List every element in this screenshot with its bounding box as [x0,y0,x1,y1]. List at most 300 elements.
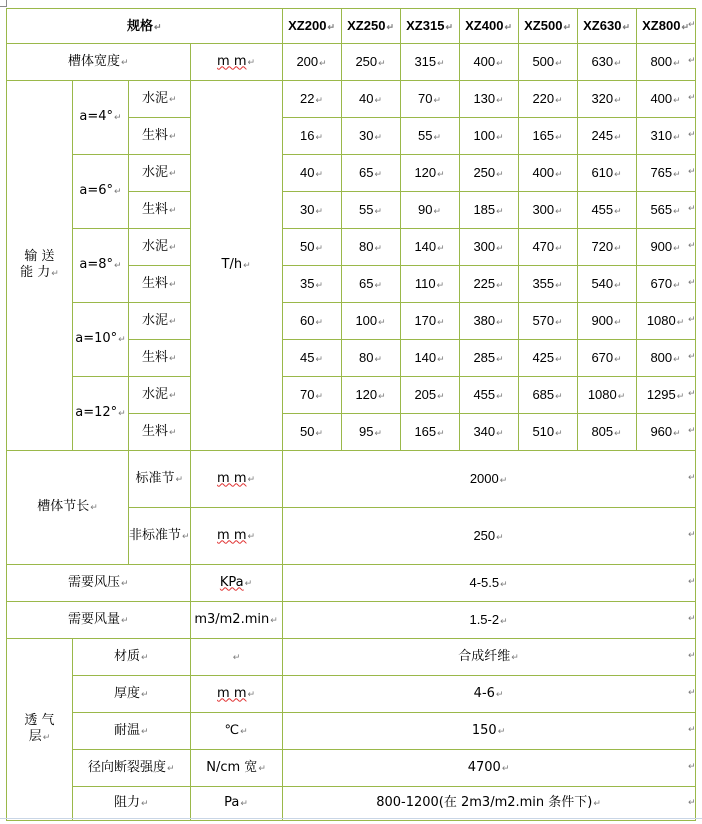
angle-label-text: a=8° [79,257,114,272]
paragraph-mark-icon: ↵ [121,57,129,68]
header-row [7,9,696,44]
wind-volume-value-text: 1.5-2 [469,611,500,627]
capacity-value-text: 16 [300,127,315,143]
paragraph-mark-icon: ↵ [555,94,563,105]
capacity-value [459,414,518,451]
row-end-mark-icon: ↵ [688,389,696,399]
model-header-text: XZ630 [583,17,622,33]
air-layer-label-text: 透 气 [24,713,55,728]
capacity-value [282,377,341,414]
paragraph-mark-icon: ↵ [495,689,504,700]
paragraph-mark-icon: ↵ [555,57,563,68]
capacity-value [282,266,341,303]
paragraph-mark-icon: ↵ [182,531,190,542]
capacity-value [518,377,577,414]
capacity-unit [190,81,282,451]
capacity-value-text: 80 [359,349,374,365]
paragraph-mark-icon: ↵ [673,279,681,290]
paragraph-mark-icon: ↵ [169,279,177,290]
capacity-value-text: 565 [650,201,673,217]
paragraph-mark-icon: ↵ [433,94,442,105]
capacity-value [341,155,400,192]
material-cement-text: 水泥 [142,164,169,180]
capacity-value [577,266,636,303]
material-raw-text: 生料 [142,275,169,291]
capacity-value [636,81,695,118]
trough-width-value-text: 630 [591,53,614,69]
air-layer-label [7,639,73,821]
capacity-value-text: 720 [591,238,614,254]
model-header-text: XZ500 [524,17,563,33]
paragraph-mark-icon: ↵ [497,726,506,737]
air-layer-value-text: 150 [471,722,497,738]
material-raw [129,340,191,377]
paragraph-mark-icon: ↵ [614,316,622,327]
capacity-value [518,155,577,192]
capacity-value [282,155,341,192]
material-raw-text: 生料 [142,349,169,365]
standard-section-value-text: 2000 [469,470,499,486]
capacity-row-cement [7,81,696,118]
capacity-value [577,414,636,451]
capacity-row-cement [7,229,696,266]
paragraph-mark-icon: ↵ [386,21,394,32]
air-layer-value-text: 4700 [467,759,501,775]
capacity-value [282,303,341,340]
capacity-value-text: 670 [591,349,614,365]
paragraph-mark-icon: ↵ [315,242,324,253]
paragraph-mark-icon: ↵ [114,113,122,123]
paragraph-mark-icon: ↵ [247,531,256,542]
capacity-value [400,229,459,266]
air-layer-property-text: 阻力 [114,795,141,810]
air-layer-unit-text: N/cm 宽 [206,759,258,775]
air-layer-label-text-2: 层 [28,729,42,744]
air-layer-property [73,639,191,676]
capacity-value [400,303,459,340]
capacity-value [341,414,400,451]
paragraph-mark-icon: ↵ [114,261,122,271]
paragraph-mark-icon: ↵ [121,578,129,589]
paragraph-mark-icon: ↵ [315,353,324,364]
paragraph-mark-icon: ↵ [378,57,386,68]
capacity-value [636,118,695,155]
material-cement-text: 水泥 [142,238,169,254]
capacity-value-text: 50 [300,238,315,254]
paragraph-mark-icon: ↵ [169,427,177,438]
air-layer-property [73,787,191,821]
capacity-value [282,118,341,155]
paragraph-mark-icon: ↵ [501,763,510,774]
wind-pressure-value [282,565,695,602]
capacity-value-text: 455 [473,386,496,402]
paragraph-mark-icon: ↵ [555,353,563,364]
standard-section-label [129,451,191,508]
paragraph-mark-icon: ↵ [169,94,177,105]
paragraph-mark-icon: ↵ [378,316,386,327]
row-end-mark-icon: ↵ [688,797,696,808]
row-end-mark-icon: ↵ [688,167,696,177]
paragraph-mark-icon: ↵ [114,187,122,197]
capacity-value-text: 220 [532,90,555,106]
wind-pressure-unit-text: KPa [219,574,244,590]
angle-label [73,81,129,155]
paragraph-mark-icon: ↵ [118,409,126,419]
material-raw [129,414,191,451]
paragraph-mark-icon: ↵ [315,94,324,105]
capacity-value-text: 65 [359,275,374,291]
angle-label-text: a=6° [79,183,114,198]
capacity-value-text: 40 [359,90,374,106]
page-bottom-rule [0,818,702,819]
nonstandard-section-value [282,508,695,565]
capacity-value-text: 90 [418,201,433,217]
air-layer-unit [190,713,282,750]
capacity-value-text: 670 [650,275,673,291]
material-raw-text: 生料 [142,201,169,217]
paragraph-mark-icon: ↵ [496,131,504,142]
paragraph-mark-icon: ↵ [622,21,630,32]
capacity-value-text: 70 [418,90,433,106]
angle-label-text: a=12° [75,405,118,420]
capacity-value [636,192,695,229]
paragraph-mark-icon: ↵ [374,427,383,438]
air-layer-row [7,713,696,750]
paragraph-mark-icon: ↵ [614,353,622,364]
paragraph-mark-icon: ↵ [141,652,149,663]
trough-length-label-text: 槽体节长 [37,499,90,514]
capacity-value [577,81,636,118]
model-header [636,9,695,44]
capacity-value-text: 45 [300,349,315,365]
paragraph-mark-icon: ↵ [614,205,622,216]
air-layer-property-text: 材质 [114,648,141,664]
capacity-value [341,266,400,303]
capacity-value-text: 285 [473,349,496,365]
angle-label [73,303,129,377]
row-end-mark-icon: ↵ [688,93,696,103]
page-corner-mark [0,0,7,7]
capacity-value [577,340,636,377]
capacity-value-text: 100 [355,312,378,328]
paragraph-mark-icon: ↵ [378,390,386,401]
material-raw-text: 生料 [142,127,169,143]
paragraph-mark-icon: ↵ [244,578,253,589]
wind-pressure-label [7,565,191,602]
paragraph-mark-icon: ↵ [555,390,563,401]
paragraph-mark-icon: ↵ [563,21,571,32]
capacity-value-text: 130 [473,90,496,106]
material-raw [129,118,191,155]
model-header [518,9,577,44]
model-header-text: XZ400 [465,17,504,33]
capacity-value-text: 900 [591,312,614,328]
paragraph-mark-icon: ↵ [374,353,383,364]
row-end-mark-icon: ↵ [688,530,696,540]
nonstandard-section-value-text: 250 [473,527,496,543]
capacity-value-text: 570 [532,312,555,328]
capacity-value-text: 120 [355,386,378,402]
capacity-value-text: 455 [591,201,614,217]
capacity-value [518,414,577,451]
paragraph-mark-icon: ↵ [154,21,162,32]
capacity-label-text: 输 送 [24,249,55,264]
paragraph-mark-icon: ↵ [315,279,324,290]
model-header [282,9,341,44]
model-header-text: XZ200 [288,17,327,33]
paragraph-mark-icon: ↵ [433,205,442,216]
air-layer-value [282,787,695,821]
capacity-value-text: 340 [473,423,496,439]
capacity-value [577,229,636,266]
air-layer-property [73,750,191,787]
capacity-value-text: 165 [532,127,555,143]
capacity-value-text: 320 [591,90,614,106]
paragraph-mark-icon: ↵ [496,242,504,253]
trough-length-label [7,451,129,565]
paragraph-mark-icon: ↵ [141,726,149,737]
capacity-value-text: 80 [359,238,374,254]
wind-volume-value [282,602,695,639]
capacity-value-text: 140 [414,349,437,365]
paragraph-mark-icon: ↵ [496,205,504,216]
paragraph-mark-icon: ↵ [374,205,383,216]
capacity-value-text: 300 [532,201,555,217]
trough-width-value [636,44,695,81]
capacity-value [518,81,577,118]
paragraph-mark-icon: ↵ [141,799,149,809]
trough-width-value [459,44,518,81]
capacity-value-text: 95 [359,423,374,439]
capacity-value-text: 225 [473,275,496,291]
paragraph-mark-icon: ↵ [315,427,324,438]
trough-width-value [518,44,577,81]
material-cement [129,303,191,340]
capacity-value [341,81,400,118]
capacity-value-text: 1080 [587,386,617,402]
paragraph-mark-icon: ↵ [676,390,685,401]
wind-pressure-value-text: 4-5.5 [469,574,500,590]
paragraph-mark-icon: ↵ [51,269,59,279]
capacity-value [459,266,518,303]
paragraph-mark-icon: ↵ [141,689,149,700]
capacity-value [341,229,400,266]
material-cement [129,229,191,266]
row-end-mark-icon: ↵ [688,204,696,214]
paragraph-mark-icon: ↵ [496,279,504,290]
capacity-value-text: 60 [300,312,315,328]
paragraph-mark-icon: ↵ [555,279,563,290]
trough-width-row [7,44,696,81]
paragraph-mark-icon: ↵ [232,652,241,663]
capacity-value-text: 960 [650,423,673,439]
capacity-value [459,377,518,414]
row-end-mark-icon: ↵ [688,278,696,288]
paragraph-mark-icon: ↵ [319,57,327,68]
material-raw-text: 生料 [142,423,169,439]
capacity-value [400,155,459,192]
material-cement-text: 水泥 [142,386,169,402]
capacity-value-text: 165 [414,423,437,439]
capacity-value [459,192,518,229]
capacity-value-text: 110 [414,275,436,291]
row-end-mark-icon: ↵ [688,426,696,436]
capacity-value [518,192,577,229]
paragraph-mark-icon: ↵ [555,205,563,216]
trough-width-value [282,44,341,81]
paragraph-mark-icon: ↵ [496,531,504,542]
paragraph-mark-icon: ↵ [614,427,622,438]
capacity-value-text: 30 [359,127,374,143]
capacity-value [518,118,577,155]
material-cement-text: 水泥 [142,90,169,106]
capacity-value-text: 310 [650,127,673,143]
air-layer-value [282,750,695,787]
capacity-value [282,229,341,266]
standard-section-unit-text: m m [217,470,247,486]
paragraph-mark-icon: ↵ [673,427,681,438]
capacity-value [518,229,577,266]
model-header [400,9,459,44]
air-layer-unit [190,676,282,713]
paragraph-mark-icon: ↵ [169,242,177,253]
capacity-value [636,303,695,340]
model-header [577,9,636,44]
capacity-label [7,81,73,451]
capacity-value [341,118,400,155]
capacity-value-text: 400 [532,164,555,180]
capacity-value [400,340,459,377]
row-end-mark-icon: ↵ [688,688,696,698]
capacity-value-text: 65 [359,164,374,180]
trough-width-value [341,44,400,81]
paragraph-mark-icon: ↵ [167,763,175,774]
air-layer-unit [190,639,282,676]
trough-width-label-text: 槽体宽度 [68,53,121,69]
trough-width-value-text: 250 [355,53,378,69]
capacity-value [282,340,341,377]
trough-width-value-text: 200 [296,53,319,69]
capacity-value [341,303,400,340]
trough-width-unit-text: m m [217,53,247,69]
paragraph-mark-icon: ↵ [169,131,177,142]
capacity-value-text: 35 [300,275,315,291]
air-layer-property [73,676,191,713]
paragraph-mark-icon: ↵ [243,261,251,271]
capacity-value-text: 610 [591,164,614,180]
capacity-value [577,155,636,192]
paragraph-mark-icon: ↵ [247,689,256,700]
wind-volume-unit [190,602,282,639]
paragraph-mark-icon: ↵ [617,390,626,401]
paragraph-mark-icon: ↵ [555,242,563,253]
capacity-value-text: 425 [532,349,555,365]
model-header-text: XZ800 [642,17,681,33]
paragraph-mark-icon: ↵ [437,390,445,401]
paragraph-mark-icon: ↵ [437,353,445,364]
paragraph-mark-icon: ↵ [374,168,383,179]
paragraph-mark-icon: ↵ [673,57,681,68]
capacity-value-text: 765 [650,164,673,180]
paragraph-mark-icon: ↵ [673,94,681,105]
row-end-mark-icon: ↵ [688,130,696,140]
standard-section-label-text: 标准节 [135,470,175,486]
paragraph-mark-icon: ↵ [496,57,504,68]
capacity-value [459,340,518,377]
paragraph-mark-icon: ↵ [496,390,504,401]
air-layer-unit-text: ℃ [224,722,240,738]
paragraph-mark-icon: ↵ [90,503,98,513]
material-raw [129,192,191,229]
paragraph-mark-icon: ↵ [437,168,445,179]
paragraph-mark-icon: ↵ [555,316,563,327]
paragraph-mark-icon: ↵ [315,205,324,216]
capacity-value-text: 120 [414,164,437,180]
air-layer-row [7,676,696,713]
trough-width-value-text: 400 [473,53,496,69]
wind-volume-label-text: 需要风量 [68,611,121,627]
air-layer-value [282,713,695,750]
capacity-value [341,377,400,414]
capacity-value [400,81,459,118]
nonstandard-section-unit [190,508,282,565]
capacity-value-text: 205 [414,386,437,402]
paragraph-mark-icon: ↵ [374,131,383,142]
paragraph-mark-icon: ↵ [169,316,177,327]
paragraph-mark-icon: ↵ [496,427,504,438]
paragraph-mark-icon: ↵ [500,578,508,589]
capacity-value-text: 800 [650,349,673,365]
angle-label [73,155,129,229]
capacity-value-text: 40 [300,164,315,180]
spec-table [6,8,696,821]
paragraph-mark-icon: ↵ [673,205,681,216]
paragraph-mark-icon: ↵ [169,168,177,179]
paragraph-mark-icon: ↵ [315,390,324,401]
angle-label-text: a=10° [75,331,118,346]
capacity-value-text: 185 [473,201,496,217]
row-end-mark-icon: ↵ [688,762,696,772]
capacity-row-cement [7,155,696,192]
capacity-value [636,377,695,414]
capacity-value [577,303,636,340]
paragraph-mark-icon: ↵ [374,94,383,105]
paragraph-mark-icon: ↵ [555,427,563,438]
paragraph-mark-icon: ↵ [437,242,445,253]
paragraph-mark-icon: ↵ [315,131,324,142]
capacity-value [282,192,341,229]
standard-section-value [282,451,695,508]
material-cement [129,377,191,414]
capacity-value-text: 250 [473,164,496,180]
model-header-text: XZ250 [347,17,386,33]
paragraph-mark-icon: ↵ [437,57,445,68]
paragraph-mark-icon: ↵ [555,168,563,179]
spec-table-body [7,9,696,821]
paragraph-mark-icon: ↵ [436,279,445,290]
capacity-value [459,229,518,266]
paragraph-mark-icon: ↵ [121,615,129,626]
paragraph-mark-icon: ↵ [315,316,324,327]
wind-pressure-unit [190,565,282,602]
capacity-value-text: 100 [473,127,496,143]
capacity-value [636,229,695,266]
model-header [459,9,518,44]
paragraph-mark-icon: ↵ [673,353,681,364]
air-layer-unit [190,787,282,821]
air-layer-unit-text: Pa [224,795,240,810]
air-layer-row [7,639,696,676]
